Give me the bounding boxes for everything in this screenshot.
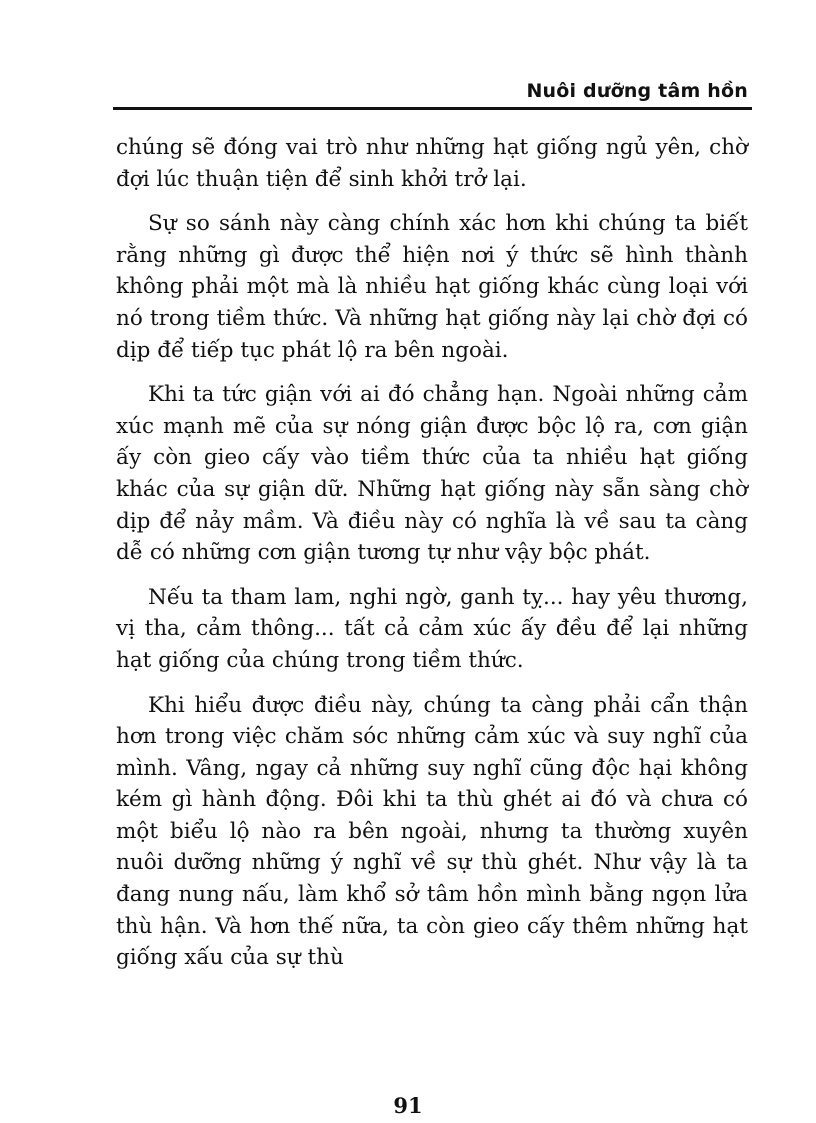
page-body <box>116 132 748 987</box>
paragraph: Nếu ta tham lam, nghi ngờ, ganh tỵ... hay yêu thương, vị tha, cảm thông... tất cả cảm xúc ấy đều để lại những hạt giống của chúng trong tiềm thức. <box>116 584 748 673</box>
header-rule <box>113 107 752 110</box>
page-number: 91 <box>393 1093 423 1118</box>
running-header-title: Nuôi dưỡng tâm hồn <box>526 80 748 102</box>
paragraph: Khi ta tức giận với ai đó chẳng hạn. Ngoài những cảm xúc mạnh mẽ của sự nóng giận được bộc lộ ra, cơn giận ấy còn gieo cấy vào tiềm thức của ta nhiều hạt giống khác của sự giận dữ. Những hạt giống này sẵn sàng chờ dịp để nảy mầm. Và điều này có nghĩa là về sau ta càng dễ có những cơn giận tương tự như vậy bộc phát. <box>116 382 748 566</box>
paragraph: Khi hiểu được điều này, chúng ta càng phải cẩn thận hơn trong việc chăm sóc những cảm xúc và suy nghĩ của mình. Vâng, ngay cả những suy nghĩ cũng độc hại không kém gì hành động. Đôi khi ta thù ghét ai đó và chưa có một biểu lộ nào ra bên ngoài, nhưng ta thường xuyên nuôi dưỡng những ý nghĩ về sự thù ghét. Như vậy là ta đang nung nấu, làm khổ sở tâm hồn mình bằng ngọn lửa thù hận. Và hơn thế nữa, ta còn gieo cấy thêm những hạt giống xấu của sự thù <box>116 692 748 971</box>
paragraph-continuation: chúng sẽ đóng vai trò như những hạt giống ngủ yên, chờ đợi lúc thuận tiện để sinh khởi trở lại. <box>116 135 748 192</box>
paragraph: Sự so sánh này càng chính xác hơn khi chúng ta biết rằng những gì được thể hiện nơi ý thức sẽ hình thành không phải một mà là nhiều hạt giống khác cùng loại với nó trong tiềm thức. Và những hạt giống này lại chờ đợi có dịp để tiếp tục phát lộ ra bên ngoài. <box>116 211 748 363</box>
